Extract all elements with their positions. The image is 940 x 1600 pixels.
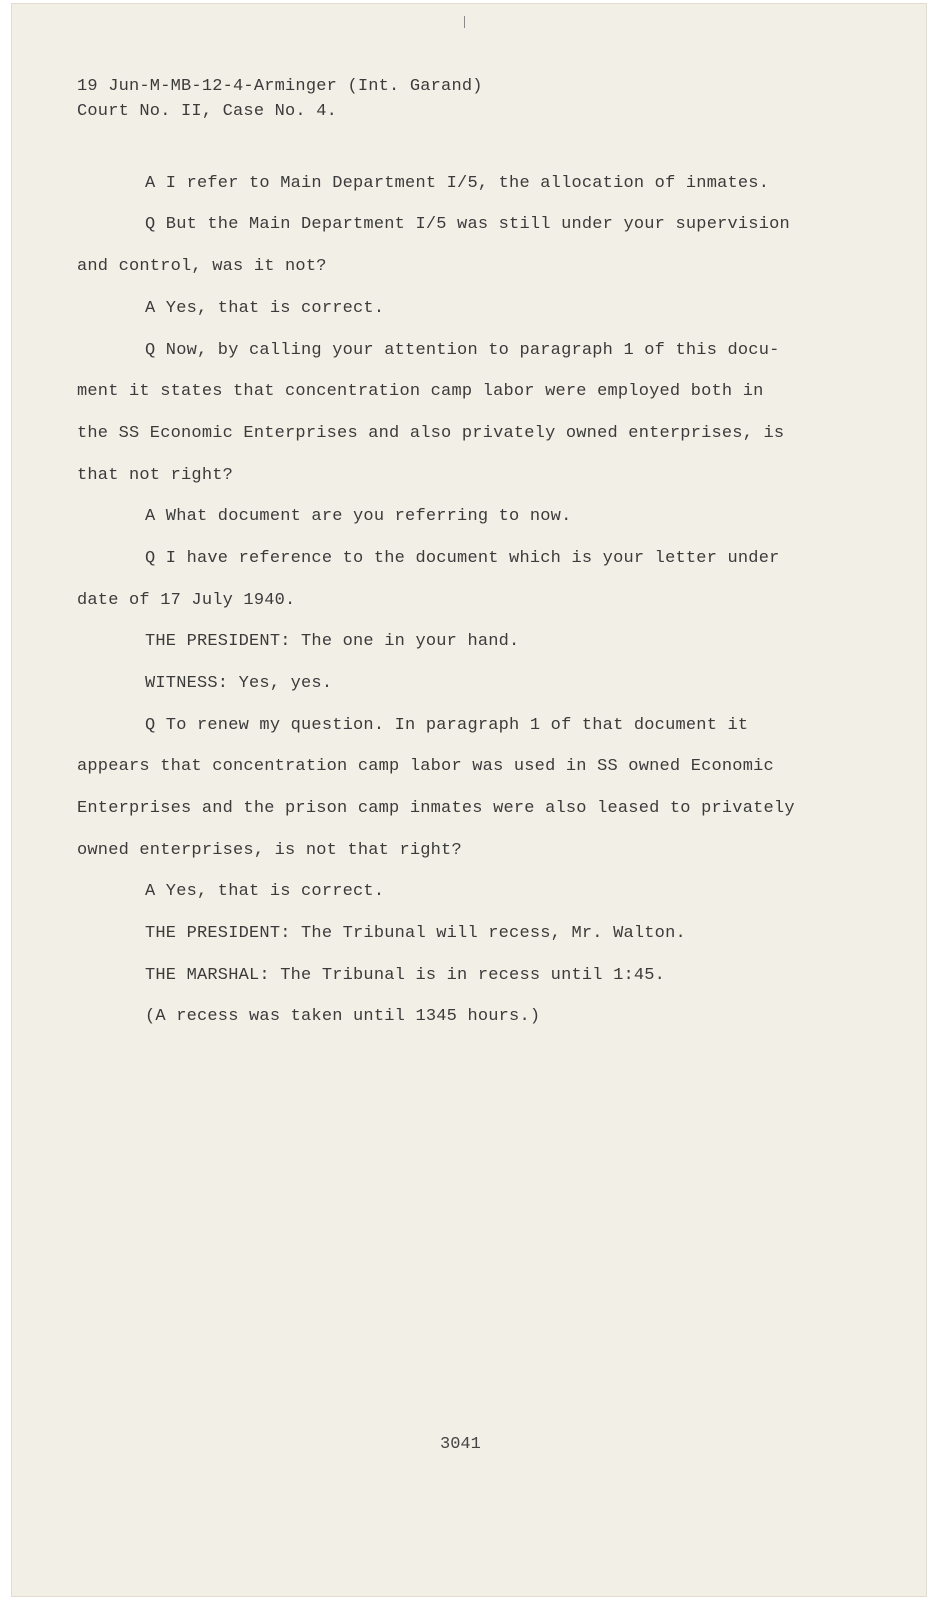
transcript-line: A Yes, that is correct. (145, 299, 385, 318)
header-line-2: Court No. II, Case No. 4. (77, 102, 338, 121)
transcript-line: Q To renew my question. In paragraph 1 of that document it (145, 716, 749, 735)
transcript-line: the SS Economic Enterprises and also privately owned enterprises, is (77, 424, 785, 443)
transcript-line: ment it states that concentration camp labor were employed both in (77, 382, 764, 401)
transcript-line: owned enterprises, is not that right? (77, 841, 462, 860)
transcript-line: Q I have reference to the document which is your letter under (145, 549, 780, 568)
paper-mark (464, 16, 465, 28)
transcript-line: date of 17 July 1940. (77, 591, 296, 610)
transcript-line: and control, was it not? (77, 257, 327, 276)
transcript-line: Q But the Main Department I/5 was still under your supervision (145, 215, 790, 234)
header-line-1: 19 Jun-M-MB-12-4-Arminger (Int. Garand) (77, 77, 483, 96)
document-page (12, 4, 926, 1596)
transcript-line: THE PRESIDENT: The Tribunal will recess, Mr. Walton. (145, 924, 686, 943)
transcript-line: WITNESS: Yes, yes. (145, 674, 333, 693)
transcript-line: that not right? (77, 466, 234, 485)
page-number: 3041 (440, 1435, 481, 1454)
transcript-line: A What document are you referring to now. (145, 507, 572, 526)
transcript-line: (A recess was taken until 1345 hours.) (145, 1007, 541, 1026)
transcript-line: appears that concentration camp labor was used in SS owned Economic (77, 757, 774, 776)
transcript-line: THE PRESIDENT: The one in your hand. (145, 632, 520, 651)
transcript-line: THE MARSHAL: The Tribunal is in recess until 1:45. (145, 966, 666, 985)
transcript-line: Enterprises and the prison camp inmates were also leased to privately (77, 799, 795, 818)
document-header (77, 74, 483, 124)
transcript-line: A I refer to Main Department I/5, the allocation of inmates. (145, 174, 770, 193)
transcript-line: Q Now, by calling your attention to paragraph 1 of this docu- (145, 341, 780, 360)
transcript-line: A Yes, that is correct. (145, 882, 385, 901)
